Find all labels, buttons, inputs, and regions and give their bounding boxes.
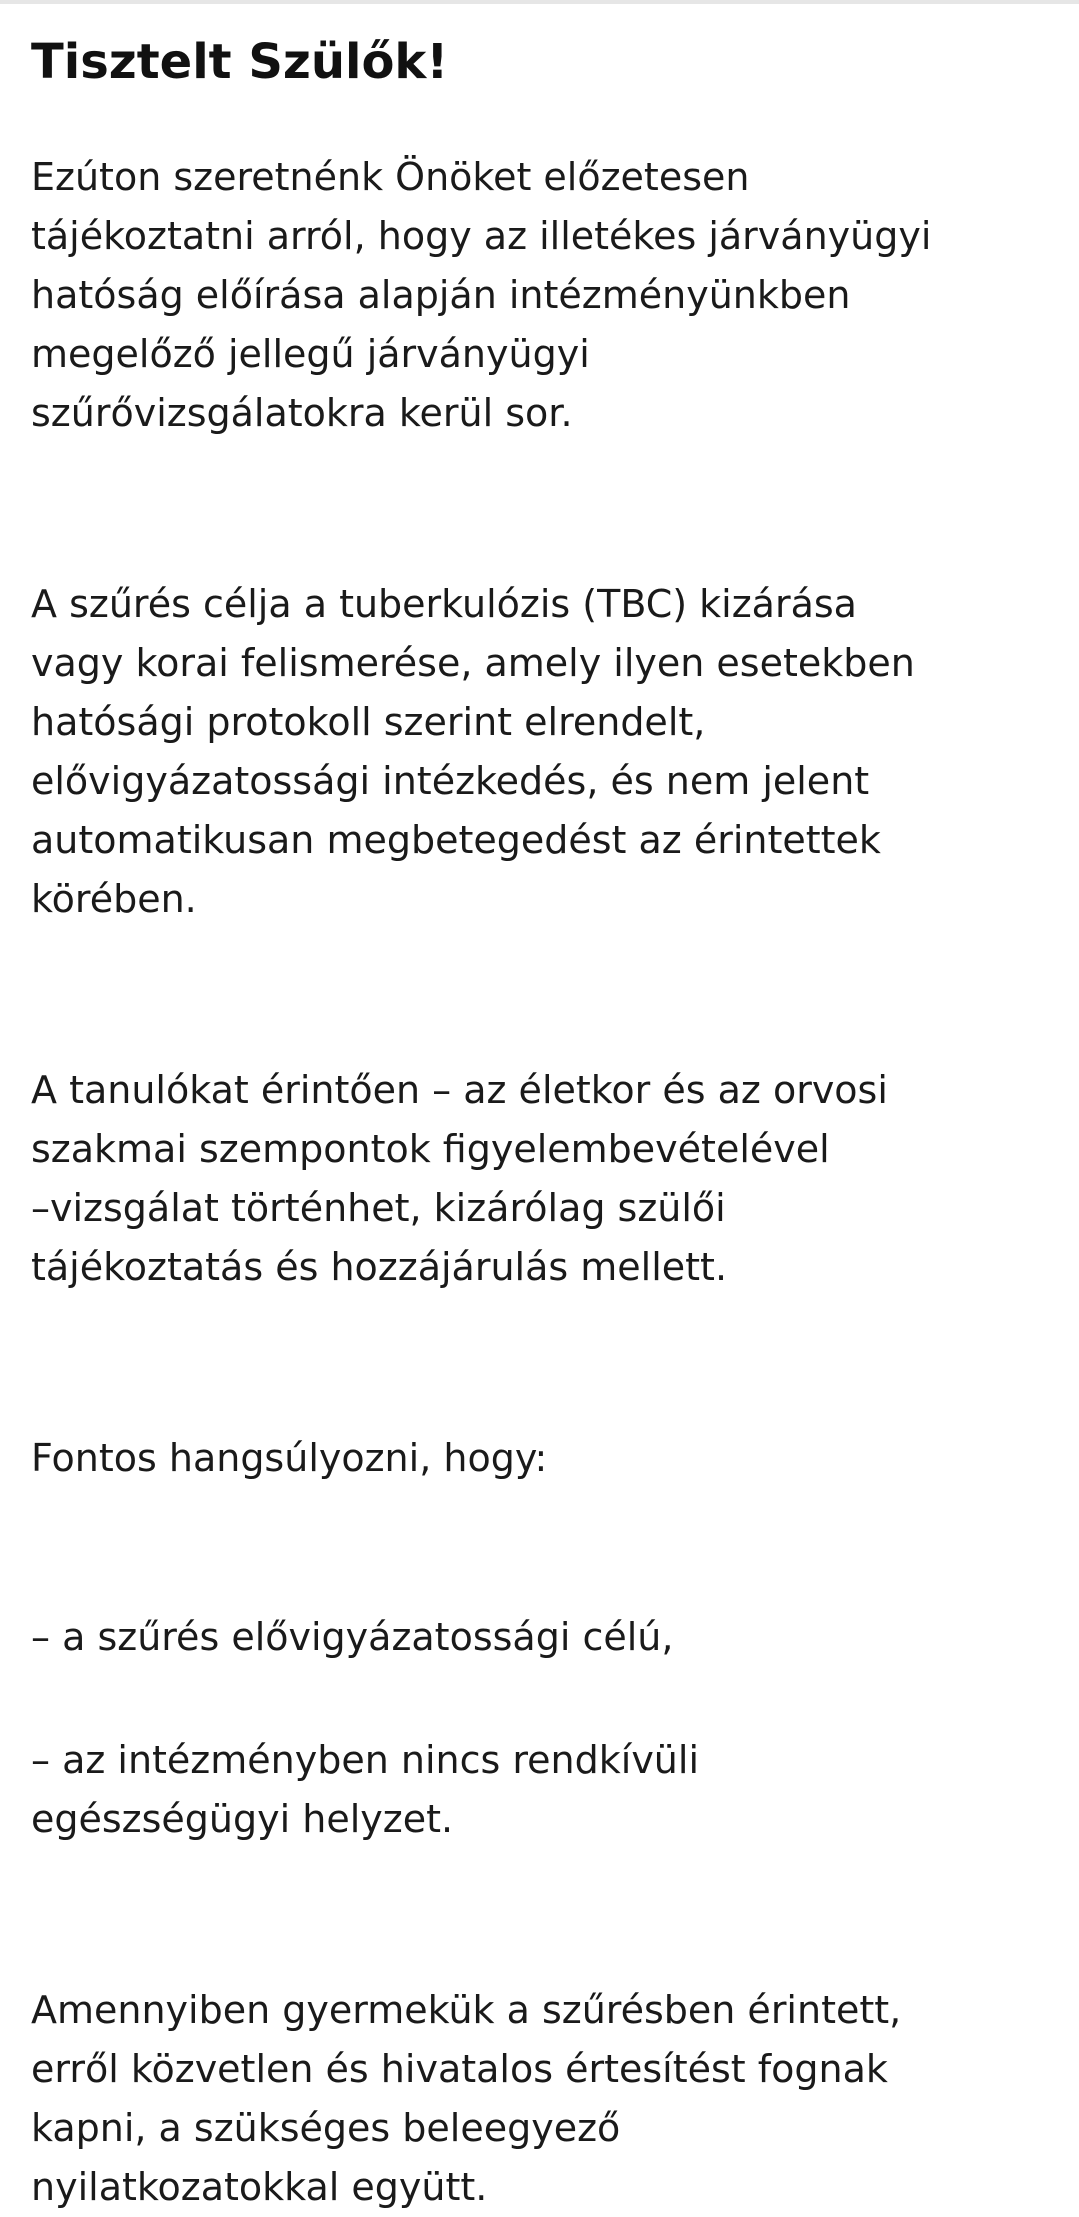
paragraph-notification: Amennyiben gyermekük a szűrésben érintett, erről közvetlen és hivatalos értesítést fognak kapni, a szükséges beleegyező nyilatkozatokkal együtt. [31,1988,902,2209]
document-body [31,30,1051,2217]
paragraph-students: A tanulókat érintően – az életkor és az orvosi szakmai szempontok figyelembevételével –vizsgálat történhet, kizárólag szülői tájékoztatás és hozzájárulás mellett. [31,1068,888,1289]
document-title: Tisztelt Szülők! [31,34,449,90]
paragraph-emphasis: Fontos hangsúlyozni, hogy: [31,1436,548,1480]
list-item-precaution: – a szűrés elővigyázatossági célú, [31,1615,674,1659]
paragraph-purpose: A szűrés célja a tuberkulózis (TBC) kizárása vagy korai felismerése, amely ilyen esetekben hatósági protokoll szerint elrendelt, elővigyázatossági intézkedés, és nem jelent automatikusan megbetegedést az érintettek körében. [31,582,915,921]
paragraph-intro: Ezúton szeretnénk Önöket előzetesen tájékoztatni arról, hogy az illetékes járványügyi hatóság előírása alapján intézményünkben megelőző jellegű járványügyi szűrővizsgálatokra kerül sor. [31,155,932,435]
top-border [0,0,1079,4]
list-item-no-emergency: – az intézményben nincs rendkívüli egészségügyi helyzet. [31,1738,700,1841]
